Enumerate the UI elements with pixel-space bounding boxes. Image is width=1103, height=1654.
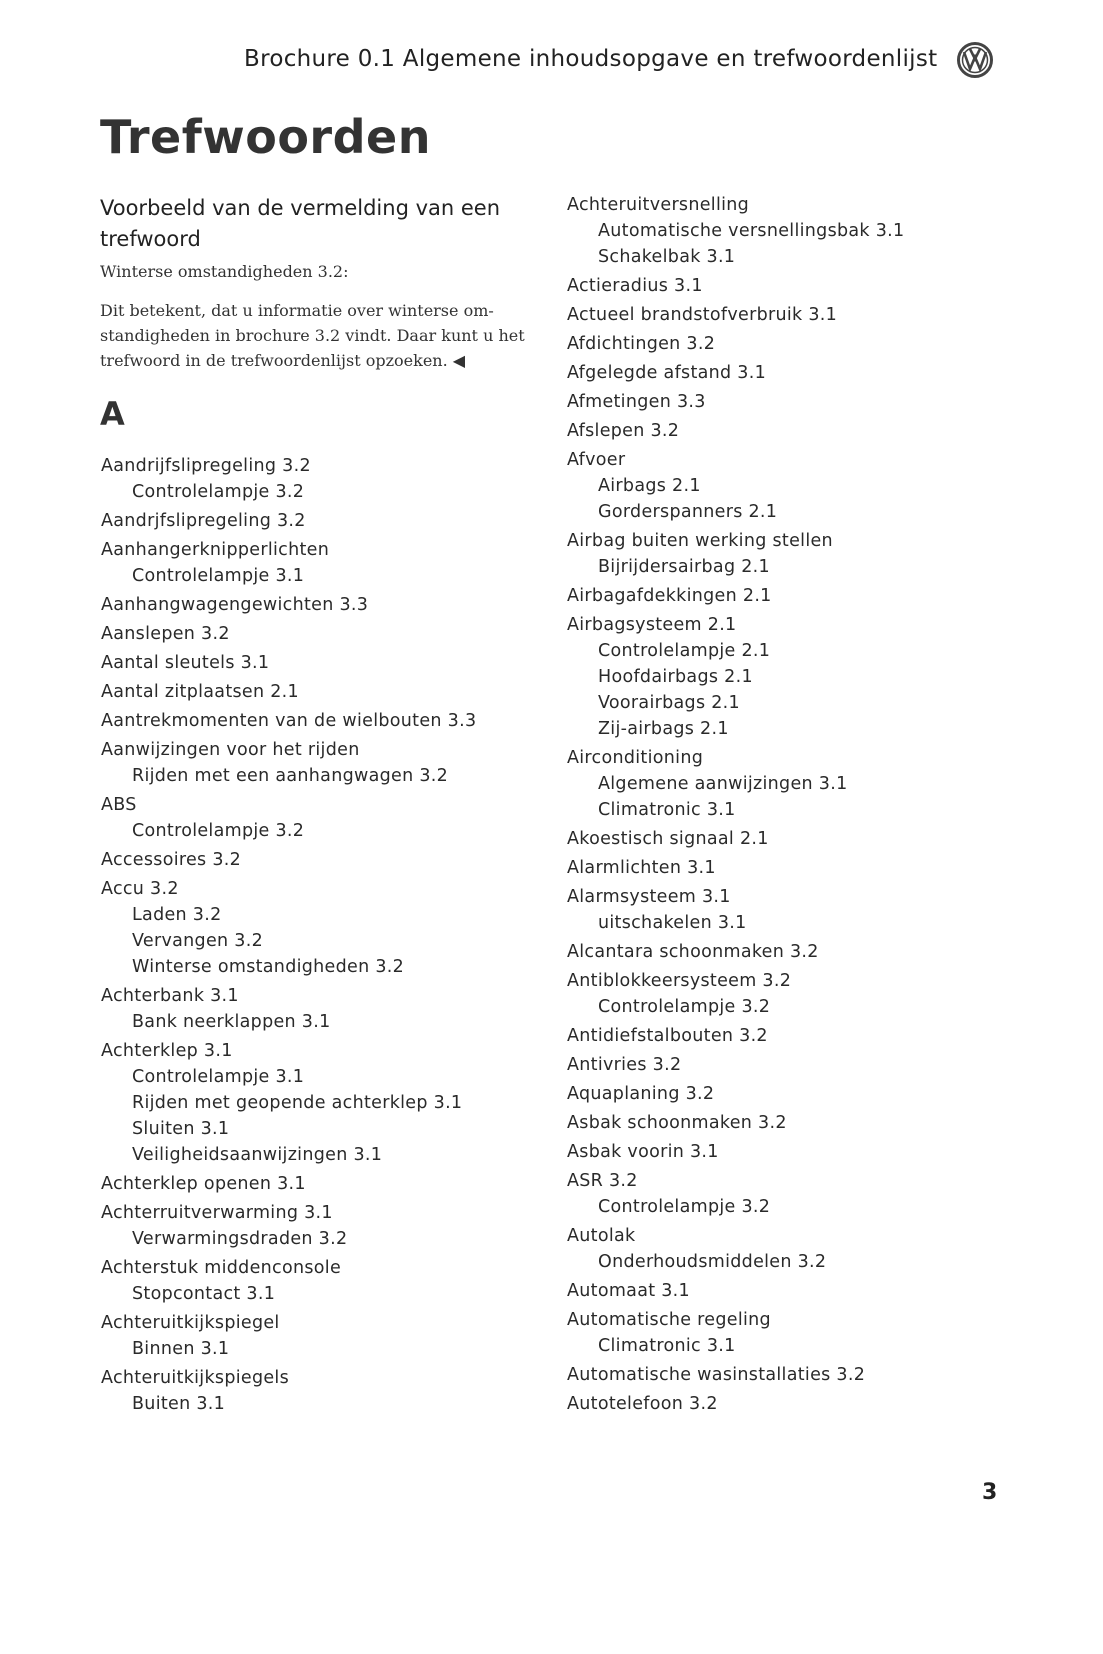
index-entry: Aantal zitplaatsen 2.1 bbox=[101, 682, 299, 702]
index-entry: Achterklep 3.1 bbox=[101, 1041, 233, 1061]
index-entry: Afmetingen 3.3 bbox=[567, 392, 706, 412]
index-subentry: Verwarmingsdraden 3.2 bbox=[132, 1229, 348, 1249]
index-subentry: Veiligheidsaanwijzingen 3.1 bbox=[132, 1145, 383, 1165]
index-entry: Achterstuk middenconsole bbox=[101, 1258, 342, 1278]
index-subentry: Sluiten 3.1 bbox=[132, 1119, 230, 1139]
index-entry: Automatische regeling bbox=[567, 1310, 771, 1330]
index-subentry: Gorderspanners 2.1 bbox=[598, 502, 778, 522]
index-entry: Antivries 3.2 bbox=[567, 1055, 682, 1075]
index-subentry: Controlelampje 3.2 bbox=[132, 482, 305, 502]
page-title: Trefwoorden bbox=[100, 110, 431, 164]
index-entry: Actueel brandstofverbruik 3.1 bbox=[567, 305, 838, 325]
index-entry: ABS bbox=[101, 795, 137, 815]
index-entry: Akoestisch signaal 2.1 bbox=[567, 829, 769, 849]
index-subentry: Controlelampje 3.1 bbox=[132, 566, 305, 586]
index-subentry: Controlelampje 3.2 bbox=[598, 997, 771, 1017]
index-subentry: Voorairbags 2.1 bbox=[598, 693, 740, 713]
index-entry: Aandrjfslipregeling 3.2 bbox=[101, 511, 306, 531]
index-entry: Aanslepen 3.2 bbox=[101, 624, 230, 644]
index-entry: Achterbank 3.1 bbox=[101, 986, 239, 1006]
index-subentry: Rijden met een aanhangwagen 3.2 bbox=[132, 766, 449, 786]
index-entry: Achterruitverwarming 3.1 bbox=[101, 1203, 333, 1223]
index-subentry: Zij-airbags 2.1 bbox=[598, 719, 729, 739]
index-entry: Airbagafdekkingen 2.1 bbox=[567, 586, 772, 606]
index-subentry: Bank neerklappen 3.1 bbox=[132, 1012, 331, 1032]
example-term: Winterse omstandigheden 3.2: bbox=[100, 262, 349, 281]
index-entry: Actieradius 3.1 bbox=[567, 276, 703, 296]
index-entry: Aanhangwagengewichten 3.3 bbox=[101, 595, 369, 615]
index-subentry: Bijrijdersairbag 2.1 bbox=[598, 557, 770, 577]
index-subentry: Stopcontact 3.1 bbox=[132, 1284, 276, 1304]
index-subentry: Climatronic 3.1 bbox=[598, 800, 736, 820]
example-body: Dit betekent, dat u informatie over winterse om-standigheden in brochure 3.2 vindt. Daar kunt u het trefwoord in de trefwoordenlijst opzoeken. ◀ bbox=[100, 301, 525, 370]
index-entry: Autotelefoon 3.2 bbox=[567, 1394, 718, 1414]
index-entry: Asbak schoonmaken 3.2 bbox=[567, 1113, 787, 1133]
index-entry: Alarmsysteem 3.1 bbox=[567, 887, 731, 907]
index-entry: Aanwijzingen voor het rijden bbox=[101, 740, 360, 760]
index-entry: Accessoires 3.2 bbox=[101, 850, 242, 870]
index-entry: Aquaplaning 3.2 bbox=[567, 1084, 715, 1104]
index-entry: Aanhangerknipperlichten bbox=[101, 540, 330, 560]
running-header: Brochure 0.1 Algemene inhoudsopgave en trefwoordenlijst bbox=[244, 46, 938, 72]
index-entry: Alcantara schoonmaken 3.2 bbox=[567, 942, 819, 962]
index-subentry: Vervangen 3.2 bbox=[132, 931, 264, 951]
index-entry: Afgelegde afstand 3.1 bbox=[567, 363, 767, 383]
index-entry: Asbak voorin 3.1 bbox=[567, 1142, 719, 1162]
index-entry: Aandrijfslipregeling 3.2 bbox=[101, 456, 311, 476]
page-number: 3 bbox=[982, 1480, 998, 1505]
index-subentry: Controlelampje 3.2 bbox=[132, 821, 305, 841]
index-entry: Automatische wasinstallaties 3.2 bbox=[567, 1365, 866, 1385]
index-entry: Afvoer bbox=[567, 450, 626, 470]
index-entry: Antiblokkeersysteem 3.2 bbox=[567, 971, 792, 991]
index-subentry: Laden 3.2 bbox=[132, 905, 222, 925]
section-letter: A bbox=[100, 395, 125, 433]
index-entry: Achteruitkijkspiegels bbox=[101, 1368, 290, 1388]
index-entry: Airconditioning bbox=[567, 748, 704, 768]
index-entry: Aantrekmomenten van de wielbouten 3.3 bbox=[101, 711, 477, 731]
index-entry: Accu 3.2 bbox=[101, 879, 179, 899]
index-entry: Airbag buiten werking stellen bbox=[567, 531, 833, 551]
index-column-left bbox=[101, 450, 476, 1417]
index-subentry: Algemene aanwijzingen 3.1 bbox=[598, 774, 848, 794]
example-heading: Voorbeeld van de vermelding van een trefwoord bbox=[100, 196, 501, 251]
index-entry: ASR 3.2 bbox=[567, 1171, 638, 1191]
index-entry: Aantal sleutels 3.1 bbox=[101, 653, 270, 673]
index-subentry: Winterse omstandigheden 3.2 bbox=[132, 957, 405, 977]
index-subentry: Airbags 2.1 bbox=[598, 476, 701, 496]
index-subentry: Controlelampje 2.1 bbox=[598, 641, 771, 661]
index-entry: Alarmlichten 3.1 bbox=[567, 858, 716, 878]
index-subentry: Controlelampje 3.2 bbox=[598, 1197, 771, 1217]
index-subentry: Automatische versnellingsbak 3.1 bbox=[598, 221, 905, 241]
index-entry: Afslepen 3.2 bbox=[567, 421, 680, 441]
index-entry: Achteruitkijkspiegel bbox=[101, 1313, 280, 1333]
index-subentry: Schakelbak 3.1 bbox=[598, 247, 736, 267]
index-subentry: Climatronic 3.1 bbox=[598, 1336, 736, 1356]
index-subentry: Binnen 3.1 bbox=[132, 1339, 230, 1359]
vw-logo-icon bbox=[957, 42, 993, 78]
index-subentry: Controlelampje 3.1 bbox=[132, 1067, 305, 1087]
index-subentry: Rijden met geopende achterklep 3.1 bbox=[132, 1093, 463, 1113]
index-subentry: Hoofdairbags 2.1 bbox=[598, 667, 753, 687]
index-entry: Antidiefstalbouten 3.2 bbox=[567, 1026, 768, 1046]
index-column-right bbox=[567, 189, 904, 1417]
index-entry: Automaat 3.1 bbox=[567, 1281, 690, 1301]
index-entry: Achterklep openen 3.1 bbox=[101, 1174, 306, 1194]
index-entry: Afdichtingen 3.2 bbox=[567, 334, 716, 354]
index-entry: Airbagsysteem 2.1 bbox=[567, 615, 737, 635]
index-subentry: uitschakelen 3.1 bbox=[598, 913, 747, 933]
index-subentry: Buiten 3.1 bbox=[132, 1394, 226, 1414]
index-entry: Autolak bbox=[567, 1226, 636, 1246]
index-subentry: Onderhoudsmiddelen 3.2 bbox=[598, 1252, 827, 1272]
index-entry: Achteruitversnelling bbox=[567, 195, 750, 215]
